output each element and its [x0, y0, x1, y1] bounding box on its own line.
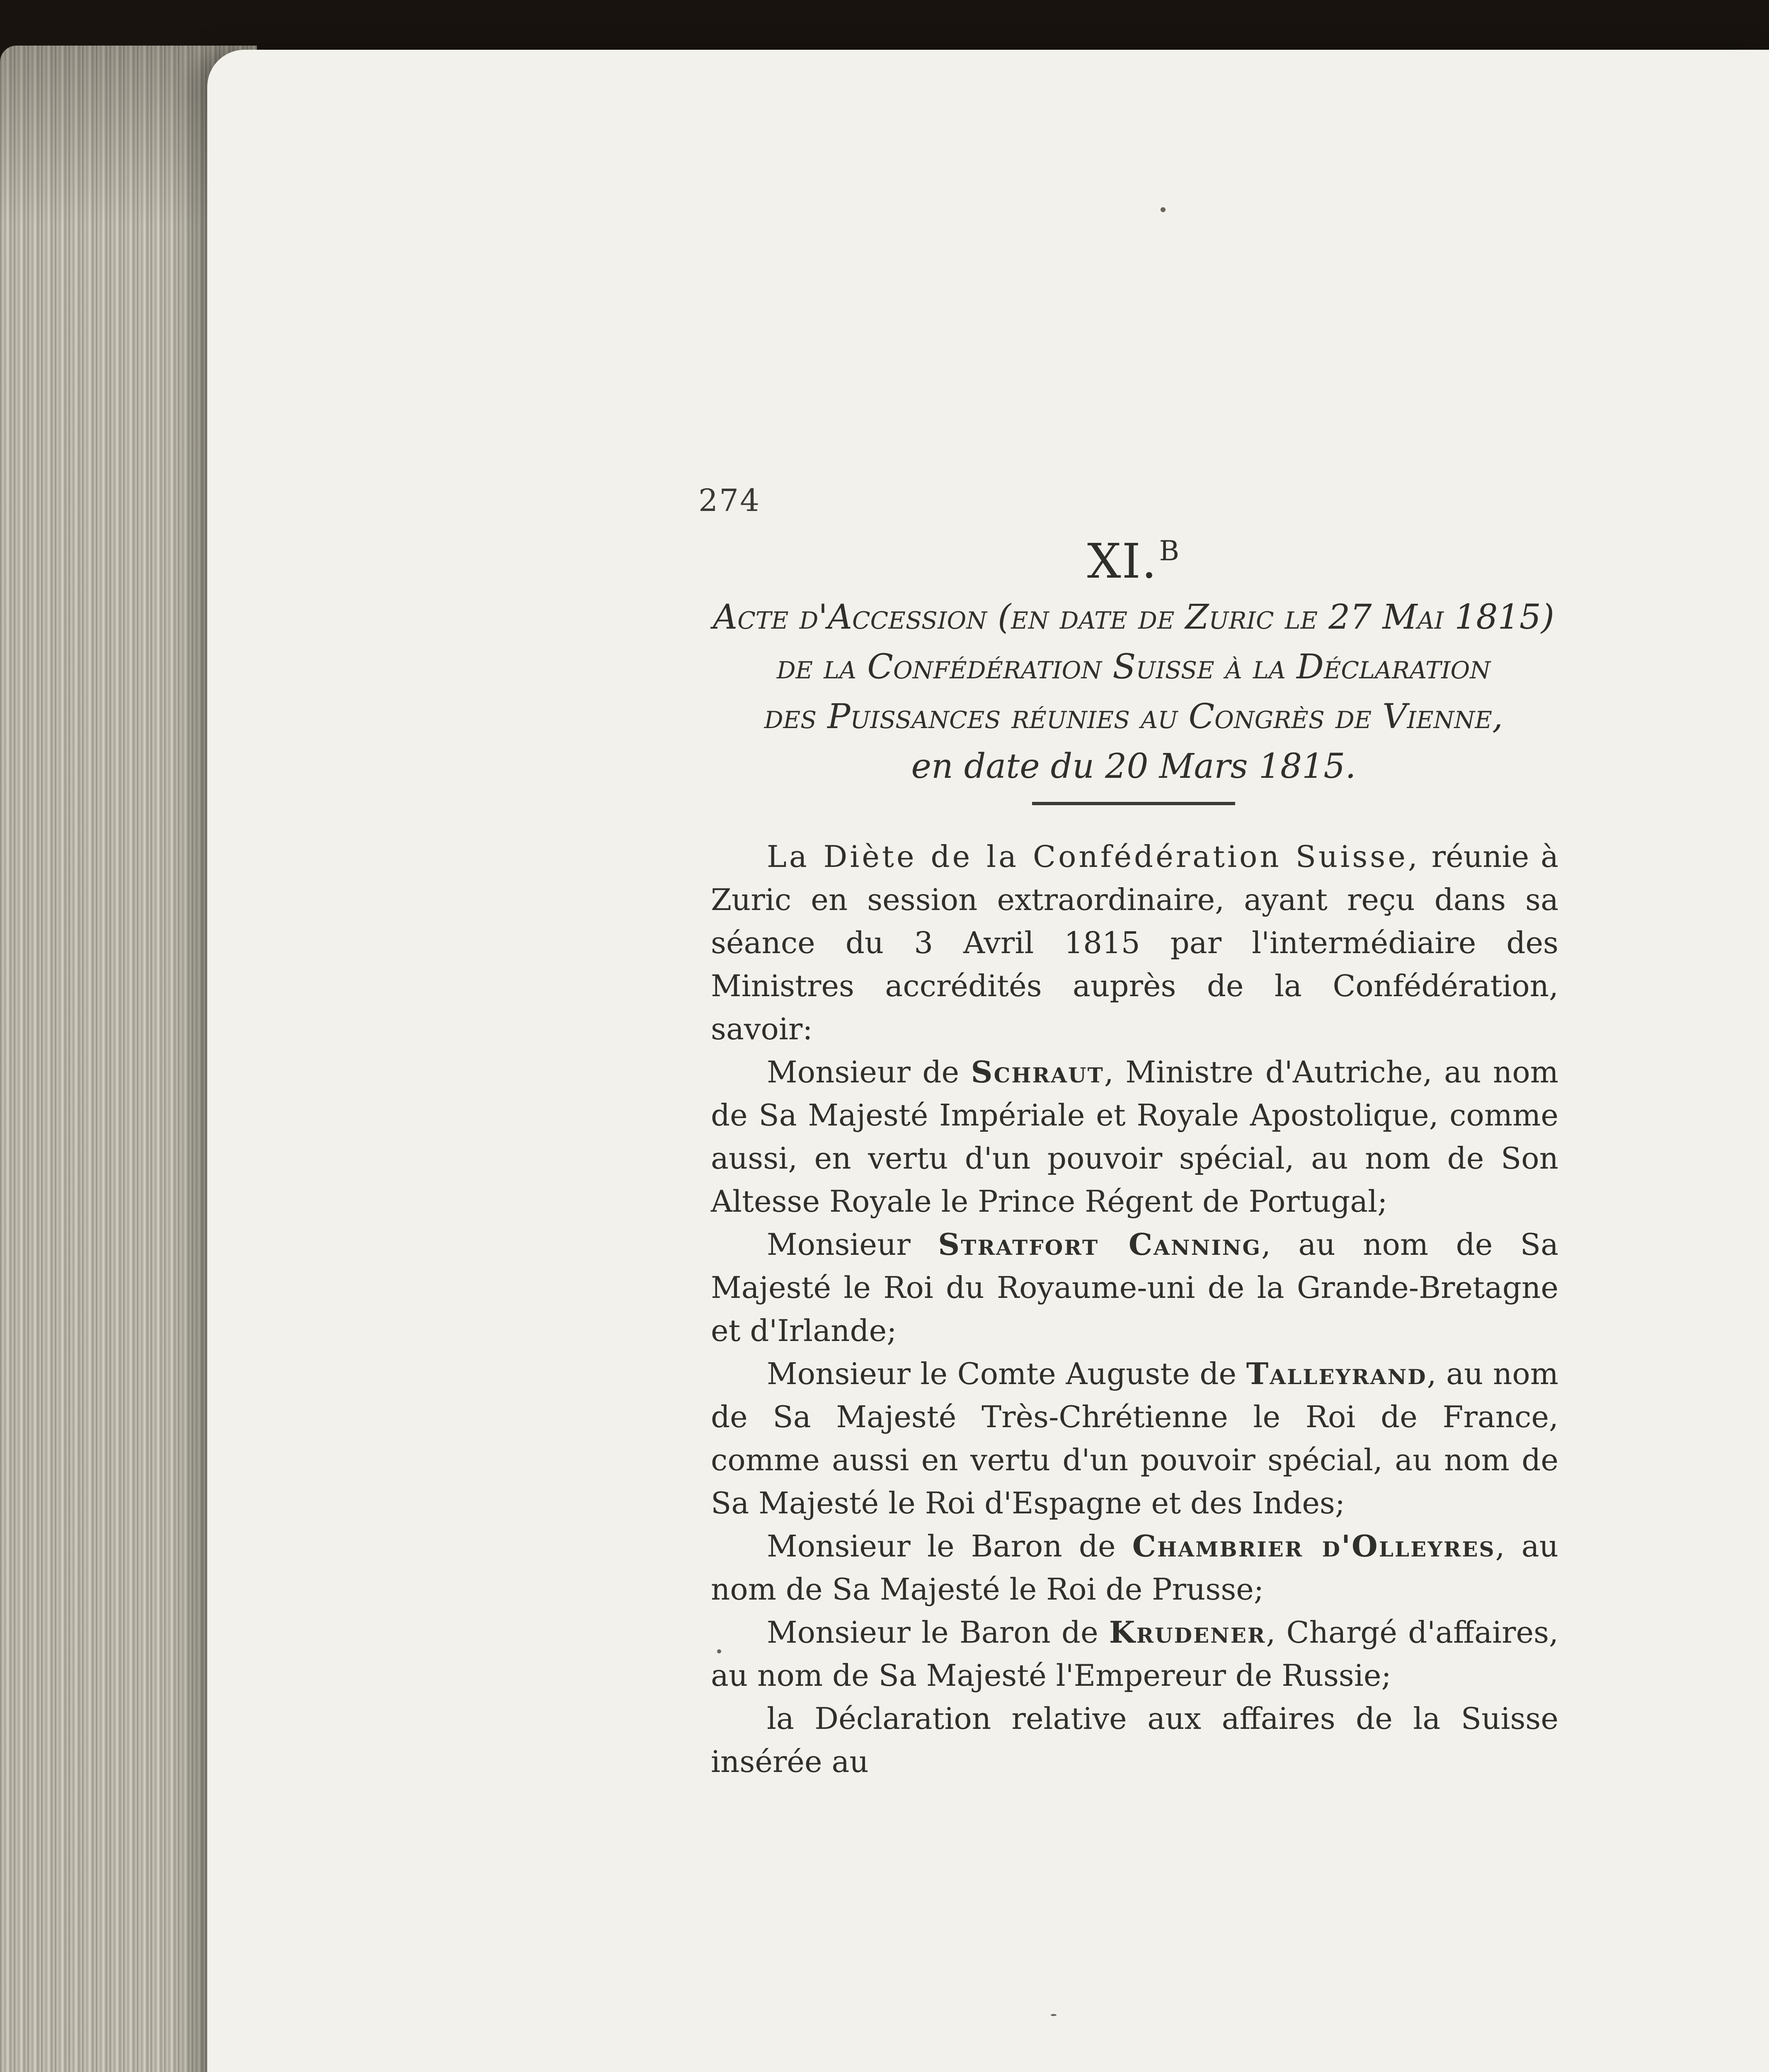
article-heading: [688, 520, 1579, 792]
page-number: 274: [698, 483, 761, 518]
article-number-text: XI.: [1087, 534, 1158, 589]
title-rule: [1032, 802, 1235, 805]
paragraph-text: Monsieur le Baron de: [767, 1529, 1116, 1564]
article-number: [688, 520, 1579, 593]
paragraph-1: [711, 835, 1558, 1051]
title-line-3: des Puissances réunies au Congrès de Vienne,: [764, 697, 1503, 736]
paragraph-text: , au nom de Sa Majesté Très-Chrétienne le Roi de France, comme aussi en vertu d'un pouvoir spécial, au nom de Sa Majesté le Roi d'Espagne et des Indes;: [711, 1356, 1559, 1520]
paragraph-talleyrand: [711, 1352, 1558, 1525]
article-suffix: B: [1159, 535, 1180, 567]
paragraph-schraut: [711, 1051, 1558, 1223]
paragraph-canning: [711, 1223, 1558, 1352]
title-line-2: de la Confédération Suisse à la Déclaration: [776, 647, 1491, 687]
paragraph-declaration: la Déclaration relative aux affaires de la Suisse insérée au: [711, 1701, 1558, 1779]
paper-speck: [1161, 207, 1166, 212]
body-text: [711, 835, 1558, 1783]
paper-speck: [1051, 2014, 1057, 2016]
paragraph-text: , au nom de Sa Majesté le Roi de Prusse;: [711, 1529, 1558, 1607]
minister-name: Stratfort Canning: [938, 1227, 1262, 1262]
minister-name: Chambrier d'Olleyres: [1132, 1528, 1495, 1564]
minister-name: Talleyrand: [1246, 1356, 1427, 1391]
paragraph-krudener: [711, 1611, 1558, 1697]
paragraph-text: , Ministre d'Autriche, au nom de Sa Majesté Impériale et Royale Apostolique, comme aussi, en vertu d'un pouvoir spécial, au nom de Son Altesse Royale le Prince Régent de Portugal;: [711, 1055, 1559, 1219]
paragraph-1-text: réunie à Zuric en session extraordinaire, ayant reçu dans sa séance du 3 Avril 1815 par l'intermédiaire des Ministres accrédités auprès de la Confédération, savoir:: [711, 839, 1559, 1046]
paragraph-chambrier: [711, 1525, 1558, 1611]
paragraph-text: Monsieur de: [767, 1055, 960, 1089]
title-line-1: Acte d'Accession (en date de Zuric le 27 Mai 1815): [713, 598, 1554, 637]
paragraph-text: Monsieur le Baron de: [767, 1615, 1098, 1650]
minister-name: Krudener: [1109, 1615, 1266, 1650]
minister-name: Schraut: [971, 1054, 1104, 1089]
opening-line: La Diète de la Confédération Suisse,: [767, 839, 1420, 874]
paragraph-text: Monsieur: [767, 1227, 911, 1262]
title-line-4: en date du 20 Mars 1815.: [911, 747, 1356, 786]
paragraph-text: , au nom de Sa Majesté le Roi du Royaume-uni de la Grande-Bretagne et d'Irlande;: [711, 1227, 1558, 1348]
paragraph-text: Monsieur le Comte Auguste de: [767, 1356, 1237, 1391]
paragraph-text: , Chargé d'affaires, au nom de Sa Majesté l'Empereur de Russie;: [711, 1615, 1558, 1693]
